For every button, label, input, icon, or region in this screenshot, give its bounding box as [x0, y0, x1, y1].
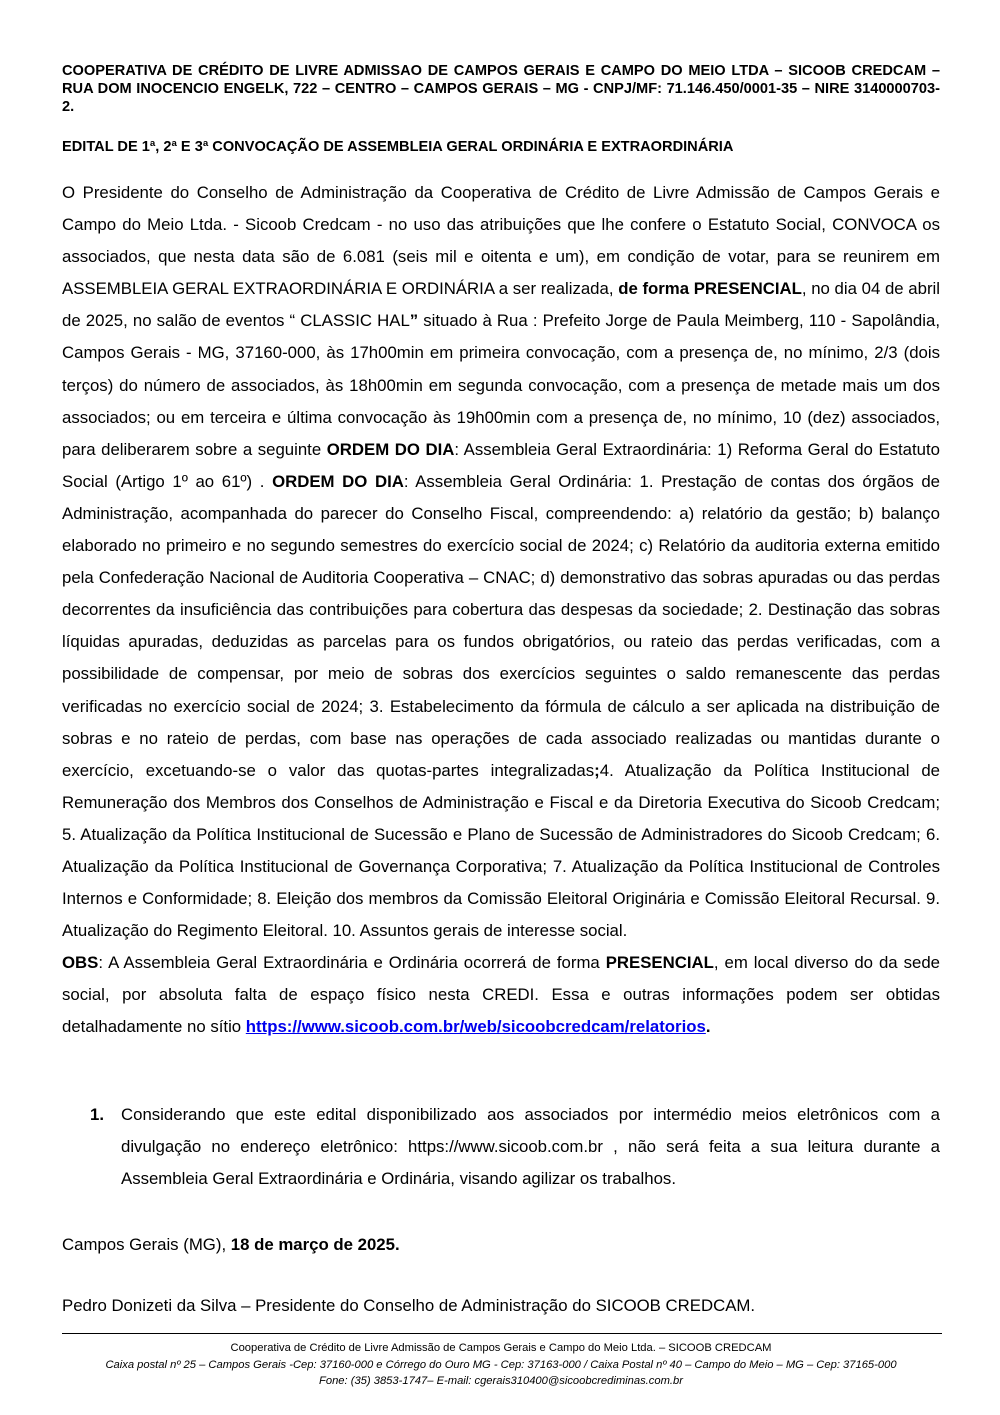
convocation-paragraph	[62, 177, 940, 947]
footer-line-3: Fone: (35) 3853-1747– E-mail: cgerais310400@sicoobcrediminas.com.br	[319, 1375, 683, 1387]
cooperative-header: COOPERATIVA DE CRÉDITO DE LIVRE ADMISSAO DE CAMPOS GERAIS E CAMPO DO MEIO LTDA – SICOOB CREDCAM – RUA DOM INOCENCIO ENGELK, 722 – CENTRO – CAMPOS GERAIS – MG - CNPJ/MF: 71.146.450/0001-35 – NIRE 3140000703-2.	[62, 63, 940, 115]
presencial-emphasis: PRESENCIAL	[605, 953, 714, 973]
reports-link[interactable]: https://www.sicoob.com.br/web/sicoobcredcam/relatorios	[245, 1017, 706, 1037]
edital-title: EDITAL DE 1ª, 2ª E 3ª CONVOCAÇÃO DE ASSEMBLEIA GERAL ORDINÁRIA E EXTRAORDINÁRIA	[62, 139, 734, 155]
date-value: 18 de março de 2025.	[230, 1235, 400, 1254]
signature-line: Pedro Donizeti da Silva – Presidente do Conselho de Administração do SICOOB CREDCAM.	[62, 1296, 756, 1315]
presencial-emphasis: de forma PRESENCIAL	[618, 279, 802, 299]
obs-text: , em local diverso do da sede social, por absoluta falta de espaço físico nesta CREDI. Essa e outras informações podem ser obtidas detalhadamente no sítio	[62, 953, 940, 1037]
date-place: Campos Gerais (MG),	[62, 1235, 231, 1254]
convocation-body	[62, 177, 940, 1044]
body-text-segment: O Presidente do Conselho de Administração da Cooperativa de Crédito de Livre Admissão de Campos Gerais e Campo do Meio Ltda. - Sicoob Credcam - no uso das atribuições que lhe confere o Estatuto Social, CONVOCA os associados, que nesta data são de 6.081 (seis mil e oitenta e um), em condição de votar, para se reunirem em ASSEMBLEIA GERAL EXTRAORDINÁRIA E ORDINÁRIA a ser realizada,	[62, 183, 940, 299]
page-footer	[62, 1340, 940, 1390]
obs-text: : A Assembleia Geral Extraordinária e Ordinária ocorrerá de forma	[98, 953, 606, 973]
footer-line-2: Caixa postal nº 25 – Campos Gerais -Cep: 37160-000 e Córrego do Ouro MG - Cep: 37163-000 / Caixa Postal nº 40 – Campo do Meio – MG – Cep: 37165-000	[105, 1358, 897, 1371]
numbered-list-item	[90, 1099, 940, 1195]
footer-line-1: Cooperativa de Crédito de Livre Admissão de Campos Gerais e Campo do Meio Ltda. – SICOOB CREDCAM	[230, 1342, 772, 1354]
footer-divider	[62, 1333, 942, 1334]
body-text-segment: 4. Atualização da Política Institucional de Remuneração dos Membros dos Conselhos de Administração e Fiscal e da Diretoria Executiva do Sicoob Credcam; 5. Atualização da Política Institucional de Sucessão e Plano de Sucessão de Administradores do Sicoob Credcam; 6. Atualização da Política Institucional de Governança Corporativa; 7. Atualização da Política Institucional de Controles Internos e Conformidade; 8. Eleição dos membros da Comissão Eleitoral Originária e Comissão Eleitoral Recursal. 9. Atualização do Regimento Eleitoral. 10. Assuntos gerais de interesse social.	[62, 760, 940, 941]
list-item-text: Considerando que este edital disponibilizado aos associados por intermédio meios eletrônicos com a divulgação no endereço eletrônico: https://www.sicoob.com.br , não será feita a sua leitura durante a Assembleia Geral Extraordinária e Ordinária, visando agilizar os trabalhos.	[121, 1105, 940, 1188]
date-line	[62, 1229, 400, 1261]
body-text-segment: : Assembleia Geral Extraordinária: 1) Reforma Geral do Estatuto Social (Artigo 1º ao 61º) .	[62, 439, 941, 491]
body-text-segment: , no dia 04 de abril de 2025, no salão de eventos “ CLASSIC HAL	[62, 279, 940, 331]
obs-label: OBS	[62, 953, 99, 973]
body-text-segment: : Assembleia Geral Ordinária: 1. Prestação de contas dos órgãos de Administração, acompanhada do parecer do Conselho Fiscal, compreendendo: a) relatório da gestão; b) balanço elaborado no primeiro e no segundo semestres do exercício social de 2024; c) Relatório da auditoria externa emitido pela Confederação Nacional de Auditoria Cooperativa – CNAC; d) demonstrativo das sobras apuradas ou das perdas decorrentes da insuficiência das contribuições para cobertura das despesas da sociedade; 2. Destinação das sobras líquidas apuradas, deduzidas as parcelas para os fundos obrigatórios, ou rateio das perdas verificadas, com a possibilidade de compensar, por meio de sobras dos exercícios seguintes o saldo remanescente das perdas verificadas no exercício social de 2024; 3. Estabelecimento da fórmula de cálculo a ser aplicada na distribuição de sobras e no rateio de perdas, com base nas operações de cada associado realizadas ou mantidas durante o exercício, excetuando-se o valor das quotas-partes integralizadas	[62, 471, 941, 780]
ordem-do-dia-label: ORDEM DO DIA	[326, 439, 455, 459]
semicolon-mark: ;	[594, 760, 600, 780]
list-number: 1.	[90, 1105, 104, 1124]
ordem-do-dia-label: ORDEM DO DIA	[272, 471, 404, 491]
obs-paragraph	[62, 947, 940, 1043]
obs-end-period: .	[705, 1017, 711, 1037]
quote-mark: ”	[409, 311, 419, 331]
body-text-segment: situado à Rua : Prefeito Jorge de Paula Meimberg, 110 - Sapolândia, Campos Gerais - MG, 37160-000, às 17h00min em primeira convocação, com a presença de, no mínimo, 2/3 (dois terços) do número de associados, às 18h00min em segunda convocação, com a presença de metade mais um dos associados; ou em terceira e última convocação às 19h00min com a presença de, no mínimo, 10 (dez) associados, para deliberarem sobre a seguinte	[62, 311, 940, 459]
